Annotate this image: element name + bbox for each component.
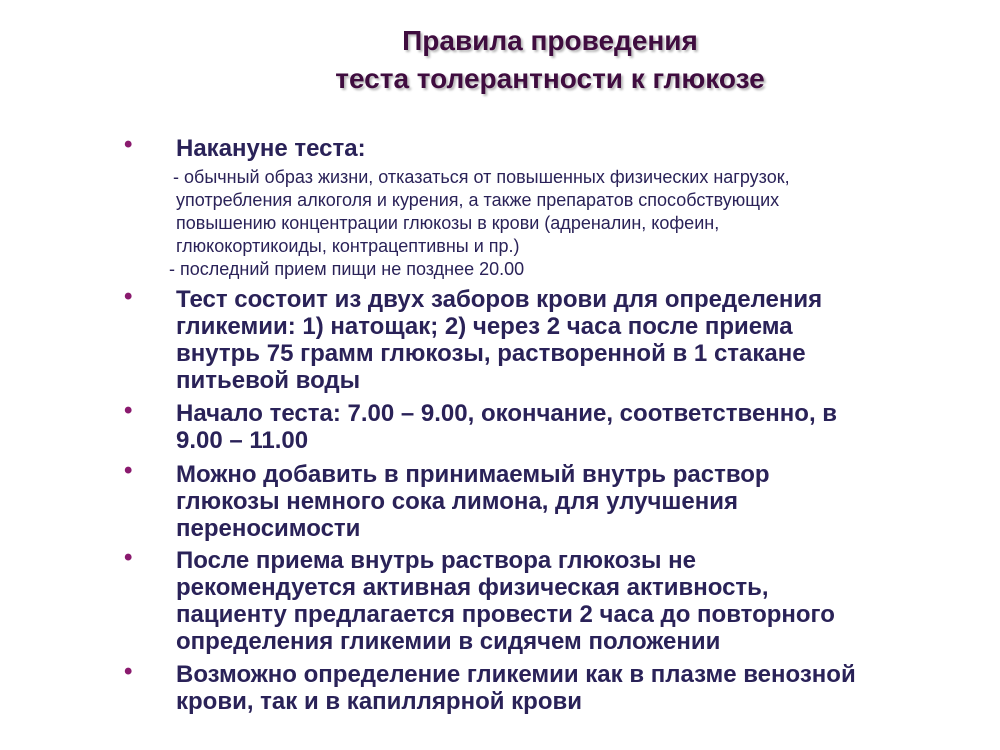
list-item-line: переносимости xyxy=(176,515,361,542)
list-item xyxy=(176,461,976,542)
list-item-line: После приема внутрь раствора глюкозы не xyxy=(176,547,697,574)
list-item-line: питьевой воды xyxy=(176,367,361,394)
title-line-1: Правила проведения xyxy=(402,25,698,56)
sub-item-line: глюкокортикоиды, контрацептивны и пр.) xyxy=(176,236,520,256)
list-item-line: крови, так и в капиллярной крови xyxy=(176,688,582,715)
list-item-line: определения гликемии в сидячем положении xyxy=(176,628,721,655)
list-item-line: Накануне теста: xyxy=(176,135,366,162)
list-item xyxy=(176,661,976,715)
list-item-line: Можно добавить в принимаемый внутрь раствор xyxy=(176,461,770,488)
slide-title xyxy=(250,22,850,98)
list-item-line: внутрь 75 грамм глюкозы, растворенной в 1 стакане xyxy=(176,340,806,367)
list-item-line: 9.00 – 11.00 xyxy=(176,427,309,454)
list-item-line: Начало теста: 7.00 – 9.00, окончание, соответственно, в xyxy=(176,400,838,427)
list-item-line: рекомендуется активная физическая активность, xyxy=(176,574,769,601)
title-line-2: теста толерантности к глюкозе xyxy=(335,63,765,94)
bullet-icon: • xyxy=(124,397,133,424)
list-item-line: глюкозы немного сока лимона, для улучшения xyxy=(176,488,739,515)
bullet-icon: • xyxy=(124,283,133,310)
sub-item-line: - обычный образ жизни, отказаться от повышенных физических нагрузок, xyxy=(173,167,790,187)
list-item-line: Возможно определение гликемии как в плазме венозной xyxy=(176,661,856,688)
list-item xyxy=(176,286,976,394)
bullet-icon: • xyxy=(124,658,133,685)
sub-item xyxy=(169,258,969,281)
list-item xyxy=(176,547,976,655)
bullet-icon: • xyxy=(124,131,133,158)
list-item-heading xyxy=(176,135,976,162)
list-item-line: пациенту предлагается провести 2 часа до повторного xyxy=(176,601,835,628)
sub-item-line: употребления алкоголя и курения, а также препаратов способствующих xyxy=(176,190,780,210)
list-item-line: гликемии: 1) натощак; 2) через 2 часа после приема xyxy=(176,313,793,340)
sub-item-line: повышению концентрации глюкозы в крови (адреналин, кофеин, xyxy=(176,213,720,233)
bullet-icon: • xyxy=(124,457,133,484)
sub-item-line: - последний прием пищи не позднее 20.00 xyxy=(169,259,525,279)
list-item-line: Тест состоит из двух заборов крови для определения xyxy=(176,286,823,313)
sub-item xyxy=(173,166,973,258)
list-item xyxy=(176,400,976,454)
bullet-icon: • xyxy=(124,544,133,571)
